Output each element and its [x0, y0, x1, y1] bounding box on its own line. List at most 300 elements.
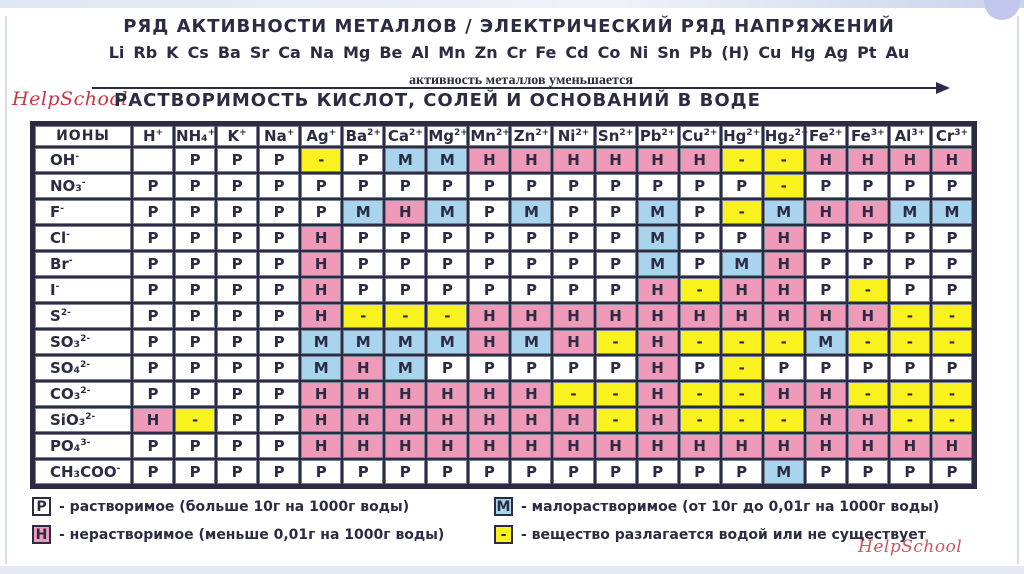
cation-symbol: Na: [264, 127, 287, 145]
cation-charge: 2+: [535, 128, 550, 138]
solubility-cell: -: [764, 148, 804, 172]
solubility-cell: Н: [469, 148, 509, 172]
cation-charge: 3+: [954, 128, 969, 138]
solubility-cell: Р: [680, 460, 720, 484]
solubility-cell: Р: [133, 252, 173, 276]
solubility-cell: Р: [343, 252, 383, 276]
cation-charge: 2+: [619, 128, 634, 138]
anion-formula: CH₃COO: [50, 463, 117, 481]
solubility-cell: -: [596, 408, 636, 432]
series-element: Li: [108, 43, 125, 62]
solubility-cell: Р: [175, 226, 215, 250]
cation-charge: 2+: [794, 128, 809, 138]
solubility-cell: -: [890, 382, 930, 406]
solubility-cell: Р: [848, 226, 888, 250]
ions-header: ИОНЫ: [35, 126, 131, 146]
solubility-cell: Н: [553, 434, 593, 458]
solubility-cell: Н: [385, 434, 425, 458]
solubility-cell: Р: [596, 278, 636, 302]
cation-symbol: Hg: [723, 127, 747, 145]
anion-formula: CO₃: [50, 385, 81, 403]
solubility-cell: Н: [385, 408, 425, 432]
solubility-cell: Н: [301, 278, 341, 302]
series-element: Sr: [249, 43, 270, 62]
series-element: Hg: [790, 43, 816, 62]
solubility-cell: Р: [932, 356, 972, 380]
solubility-cell: Р: [175, 330, 215, 354]
table-row: [35, 278, 972, 302]
solubility-cell: Р: [385, 278, 425, 302]
solubility-cell: -: [848, 330, 888, 354]
solubility-cell: Н: [553, 148, 593, 172]
solubility-cell: Р: [343, 174, 383, 198]
solubility-cell: Р: [175, 148, 215, 172]
anion-formula: SO₃: [50, 333, 81, 351]
solubility-cell: Р: [638, 460, 678, 484]
solubility-cell: Р: [217, 356, 257, 380]
legend: [32, 495, 992, 551]
series-element: Fe: [535, 43, 557, 62]
solubility-cell: Р: [385, 252, 425, 276]
anion-charge: -: [116, 464, 121, 474]
right-border-line: [1017, 16, 1019, 564]
cation-charge: 2+: [495, 128, 510, 138]
solubility-cell: Н: [469, 408, 509, 432]
solubility-cell: Р: [175, 460, 215, 484]
series-element: Cd: [565, 43, 589, 62]
solubility-cell: Р: [553, 278, 593, 302]
solubility-title: РАСТВОРИМОСТЬ КИСЛОТ, СОЛЕЙ И ОСНОВАНИЙ В ВОДЕ: [114, 90, 761, 111]
solubility-cell: Р: [217, 278, 257, 302]
solubility-cell: Н: [301, 382, 341, 406]
cation-symbol: Zn: [513, 127, 536, 145]
solubility-cell: Н: [806, 148, 846, 172]
solubility-cell: Р: [806, 226, 846, 250]
helpschool-logo: HelpSchool: [12, 88, 128, 110]
solubility-cell: Р: [932, 460, 972, 484]
cation-charge: 2+: [828, 128, 843, 138]
solubility-cell: Р: [133, 460, 173, 484]
anion-charge: 3-: [80, 438, 91, 448]
solubility-cell: Р: [890, 252, 930, 276]
solubility-cell: -: [932, 408, 972, 432]
solubility-cell: Р: [553, 226, 593, 250]
solubility-cell: Р: [217, 304, 257, 328]
solubility-cell: Р: [848, 356, 888, 380]
anion-header: [35, 304, 131, 328]
solubility-cell: Н: [932, 148, 972, 172]
solubility-cell: Р: [427, 460, 467, 484]
solubility-cell: Н: [511, 408, 551, 432]
solubility-cell: Р: [932, 252, 972, 276]
cation-charge: 2+: [454, 128, 468, 138]
solubility-cell: Р: [890, 226, 930, 250]
cation-symbol: Ca: [387, 127, 409, 145]
solubility-cell: Р: [301, 174, 341, 198]
solubility-cell: Р: [596, 174, 636, 198]
solubility-cell: Р: [343, 148, 383, 172]
solubility-cell: Р: [259, 226, 299, 250]
solubility-cell: М: [764, 460, 804, 484]
anion-formula: PO₄: [50, 437, 81, 455]
solubility-cell: Р: [596, 460, 636, 484]
legend-soluble-text: - растворимое (больше 10г на 1000г воды): [59, 498, 410, 515]
anion-charge: -: [60, 204, 64, 214]
cation-header: [764, 126, 809, 146]
solubility-cell: Н: [806, 304, 846, 328]
series-element: Ag: [824, 43, 849, 62]
solubility-cell: Н: [848, 434, 888, 458]
solubility-cell: Р: [133, 226, 173, 250]
solubility-cell: Р: [217, 148, 257, 172]
legend-decomposes-swatch: -: [494, 525, 513, 544]
solubility-cell: Р: [301, 460, 341, 484]
solubility-cell: Р: [722, 174, 762, 198]
solubility-cell: Н: [806, 408, 846, 432]
solubility-cell: Р: [217, 434, 257, 458]
anion-formula: Cl: [50, 229, 67, 247]
solubility-cell: Р: [259, 148, 299, 172]
cation-charge: 2+: [367, 128, 381, 138]
solubility-cell: Р: [259, 356, 299, 380]
solubility-cell: Н: [638, 382, 678, 406]
series-element: (H): [721, 43, 750, 62]
solubility-cell: Р: [217, 382, 257, 406]
solubility-cell: -: [722, 356, 762, 380]
solubility-cell: М: [385, 330, 425, 354]
solubility-cell: Н: [301, 252, 341, 276]
cation-header: [259, 126, 299, 146]
cation-symbol: Hg₂: [764, 127, 795, 145]
solubility-cell: Р: [848, 460, 888, 484]
solubility-cell: М: [511, 200, 551, 224]
series-element: Pb: [689, 43, 713, 62]
cation-symbol: Ag: [306, 127, 329, 145]
solubility-cell: Н: [764, 434, 804, 458]
solubility-cell: -: [722, 200, 762, 224]
solubility-cell: Р: [806, 174, 846, 198]
solubility-cell: Р: [385, 174, 425, 198]
anion-header: [35, 148, 131, 172]
solubility-cell: Н: [764, 252, 804, 276]
legend-insoluble-text: - нерастворимое (меньше 0,01г на 1000г воды): [59, 526, 445, 543]
solubility-table: [33, 124, 974, 486]
solubility-cell: Р: [217, 174, 257, 198]
solubility-cell: Р: [553, 200, 593, 224]
solubility-cell: -: [932, 382, 972, 406]
cation-charge: 3+: [911, 128, 926, 138]
cation-charge: +: [286, 128, 295, 138]
solubility-cell: Р: [722, 460, 762, 484]
solubility-cell: Р: [511, 356, 551, 380]
solubility-cell: Н: [596, 148, 636, 172]
series-element: Sn: [657, 43, 681, 62]
cation-header: [217, 126, 257, 146]
solubility-cell: Р: [343, 278, 383, 302]
solubility-cell: Н: [133, 408, 173, 432]
solubility-cell: М: [932, 200, 972, 224]
solubility-cell: Н: [553, 330, 593, 354]
anion-header: [35, 252, 131, 276]
series-element: Ca: [278, 43, 301, 62]
solubility-cell: Н: [343, 382, 383, 406]
helpschool-logo-bottom: HelpSchool: [858, 537, 963, 557]
anion-formula: SO₄: [50, 359, 81, 377]
solubility-cell: -: [385, 304, 425, 328]
cation-charge: 2+: [575, 128, 590, 138]
solubility-cell: М: [427, 148, 467, 172]
solubility-cell: Р: [259, 460, 299, 484]
anion-header: [35, 356, 131, 380]
cation-symbol: Mn: [470, 127, 496, 145]
solubility-cell: М: [427, 200, 467, 224]
solubility-cell: Н: [848, 408, 888, 432]
cation-header: [722, 126, 762, 146]
solubility-cell: -: [596, 382, 636, 406]
cation-header: [343, 126, 383, 146]
solubility-cell: Р: [385, 460, 425, 484]
solubility-cell: Р: [175, 356, 215, 380]
cation-symbol: NH₄: [176, 127, 208, 145]
arrow-label: активность металлов уменьшается: [409, 73, 633, 88]
solubility-cell: -: [890, 408, 930, 432]
cation-header: [469, 126, 509, 146]
solubility-cell: Н: [848, 304, 888, 328]
solubility-cell: Р: [133, 356, 173, 380]
anion-charge: -: [81, 178, 86, 188]
cation-charge: 2+: [746, 128, 761, 138]
solubility-cell: Н: [722, 434, 762, 458]
cation-symbol: Ni: [557, 127, 576, 145]
solubility-cell: Р: [511, 278, 551, 302]
solubility-cell: Н: [638, 408, 678, 432]
table-row: [35, 460, 972, 484]
solubility-cell: М: [343, 200, 383, 224]
solubility-cell: Н: [301, 434, 341, 458]
solubility-cell: Н: [764, 382, 804, 406]
solubility-cell: Р: [259, 200, 299, 224]
cation-charge: +: [328, 128, 337, 138]
cation-symbol: Cr: [935, 127, 955, 145]
solubility-cell: Н: [511, 434, 551, 458]
solubility-cell: Н: [511, 382, 551, 406]
solubility-cell: Р: [259, 278, 299, 302]
solubility-cell: Р: [175, 252, 215, 276]
solubility-table-frame: [30, 121, 977, 489]
top-decoration-bar: [0, 0, 1024, 8]
solubility-cell: Р: [217, 330, 257, 354]
solubility-cell: Р: [301, 200, 341, 224]
series-element: Be: [379, 43, 403, 62]
solubility-cell: Н: [932, 434, 972, 458]
solubility-cell: Р: [259, 382, 299, 406]
solubility-cell: Н: [722, 278, 762, 302]
anion-formula: Br: [50, 255, 69, 273]
solubility-cell: -: [175, 408, 215, 432]
table-row: [35, 148, 972, 172]
bottom-decoration-bar: [0, 566, 1024, 574]
table-row: [35, 200, 972, 224]
solubility-cell: Р: [427, 226, 467, 250]
solubility-cell: Р: [217, 460, 257, 484]
cation-symbol: Ba: [345, 127, 368, 145]
solubility-cell: Н: [511, 148, 551, 172]
solubility-cell: Р: [133, 304, 173, 328]
solubility-cell: Н: [680, 434, 720, 458]
solubility-cell: Р: [553, 356, 593, 380]
solubility-cell: Р: [680, 356, 720, 380]
solubility-cell: М: [722, 252, 762, 276]
series-element: K: [166, 43, 179, 62]
solubility-cell: Н: [301, 408, 341, 432]
series-element: Zn: [474, 43, 498, 62]
solubility-cell: Р: [932, 226, 972, 250]
legend-slightly-swatch: М: [494, 497, 513, 516]
solubility-cell: Р: [638, 174, 678, 198]
solubility-cell: М: [427, 330, 467, 354]
series-element: Rb: [133, 43, 158, 62]
legend-insoluble-swatch: Н: [32, 525, 51, 544]
legend-insoluble: [32, 525, 444, 544]
anion-header: [35, 174, 131, 198]
solubility-cell: Р: [680, 174, 720, 198]
cation-header: [890, 126, 930, 146]
solubility-cell: -: [301, 148, 341, 172]
solubility-cell: Н: [596, 304, 636, 328]
solubility-cell: Р: [596, 356, 636, 380]
solubility-cell: М: [638, 252, 678, 276]
solubility-cell: Р: [175, 278, 215, 302]
solubility-cell: Н: [553, 304, 593, 328]
cation-header: [553, 126, 593, 146]
series-element: Cs: [187, 43, 209, 62]
anion-charge: 2-: [85, 412, 96, 422]
series-element: Mg: [342, 43, 371, 62]
solubility-cell: Р: [596, 226, 636, 250]
solubility-cell: Н: [638, 356, 678, 380]
solubility-cell: Р: [469, 252, 509, 276]
solubility-cell: Н: [638, 278, 678, 302]
series-element: Co: [597, 43, 621, 62]
solubility-cell: Н: [806, 200, 846, 224]
solubility-cell: Н: [638, 304, 678, 328]
solubility-cell: Р: [259, 330, 299, 354]
solubility-cell: Р: [175, 174, 215, 198]
activity-series-title: РЯД АКТИВНОСТИ МЕТАЛЛОВ / ЭЛЕКТРИЧЕСКИЙ РЯД НАПРЯЖЕНИЙ: [123, 16, 895, 37]
solubility-cell: Р: [469, 278, 509, 302]
cation-header: [932, 126, 972, 146]
solubility-cell: Р: [175, 382, 215, 406]
solubility-cell: Р: [259, 408, 299, 432]
anion-header: [35, 408, 131, 432]
left-border-line: [5, 16, 7, 564]
cation-charge: 3+: [870, 128, 885, 138]
cation-symbol: Al: [894, 127, 912, 145]
table-row: [35, 174, 972, 198]
solubility-cell: Р: [133, 174, 173, 198]
anion-formula: SiO₃: [50, 411, 86, 429]
solubility-cell: Р: [848, 174, 888, 198]
table-header-row: [35, 126, 972, 146]
solubility-cell: Р: [469, 174, 509, 198]
solubility-cell: Р: [932, 174, 972, 198]
solubility-cell: Р: [553, 460, 593, 484]
table-row: [35, 226, 972, 250]
solubility-cell: -: [722, 382, 762, 406]
solubility-cell: Н: [890, 434, 930, 458]
solubility-cell: -: [722, 408, 762, 432]
cation-symbol: Pb: [639, 127, 662, 145]
anion-charge: -: [66, 230, 70, 240]
solubility-cell: Н: [680, 148, 720, 172]
cation-header: [638, 126, 678, 146]
solubility-cell: Н: [764, 304, 804, 328]
solubility-cell: Р: [427, 174, 467, 198]
solubility-cell: Н: [301, 304, 341, 328]
cation-header: [680, 126, 720, 146]
solubility-cell: Р: [133, 330, 173, 354]
solubility-cell: Р: [806, 356, 846, 380]
solubility-cell: -: [722, 148, 762, 172]
anion-formula: OH: [50, 151, 76, 169]
solubility-cell: Р: [133, 434, 173, 458]
series-element: Na: [309, 43, 334, 62]
solubility-cell: Р: [469, 226, 509, 250]
solubility-cell: Р: [806, 278, 846, 302]
cation-header: [596, 126, 636, 146]
solubility-cell: Р: [890, 174, 930, 198]
solubility-cell: Р: [890, 356, 930, 380]
solubility-cell: М: [343, 330, 383, 354]
solubility-cell: Р: [596, 200, 636, 224]
solubility-cell: М: [301, 330, 341, 354]
solubility-cell: Н: [764, 226, 804, 250]
anion-charge: 2-: [80, 334, 91, 344]
table-body: [35, 148, 972, 484]
solubility-cell: Р: [259, 174, 299, 198]
anion-charge: -: [75, 152, 80, 162]
cation-symbol: Sn: [597, 127, 620, 145]
series-element: Ni: [629, 43, 649, 62]
cation-charge: +: [155, 128, 164, 138]
solubility-cell: -: [932, 330, 972, 354]
table-row: [35, 330, 972, 354]
cation-charge: +: [207, 128, 216, 138]
solubility-cell: -: [764, 408, 804, 432]
solubility-cell: Р: [427, 356, 467, 380]
cation-symbol: K: [227, 127, 240, 145]
solubility-cell: Р: [175, 304, 215, 328]
solubility-cell: Р: [469, 460, 509, 484]
solubility-cell: Р: [932, 278, 972, 302]
cation-symbol: Cu: [681, 127, 704, 145]
series-element: Au: [885, 43, 910, 62]
anion-header: [35, 382, 131, 406]
table-row: [35, 408, 972, 432]
solubility-cell: М: [638, 226, 678, 250]
solubility-cell: -: [680, 382, 720, 406]
solubility-cell: Н: [427, 408, 467, 432]
solubility-cell: М: [511, 330, 551, 354]
solubility-cell: М: [764, 200, 804, 224]
legend-decomposes-text: - вещество разлагается водой или не существует: [521, 526, 926, 543]
solubility-cell: Р: [427, 278, 467, 302]
cation-symbol: Mg: [428, 127, 454, 145]
solubility-cell: Н: [680, 304, 720, 328]
solubility-cell: -: [764, 174, 804, 198]
solubility-cell: Р: [596, 252, 636, 276]
cation-charge: 2+: [703, 128, 718, 138]
